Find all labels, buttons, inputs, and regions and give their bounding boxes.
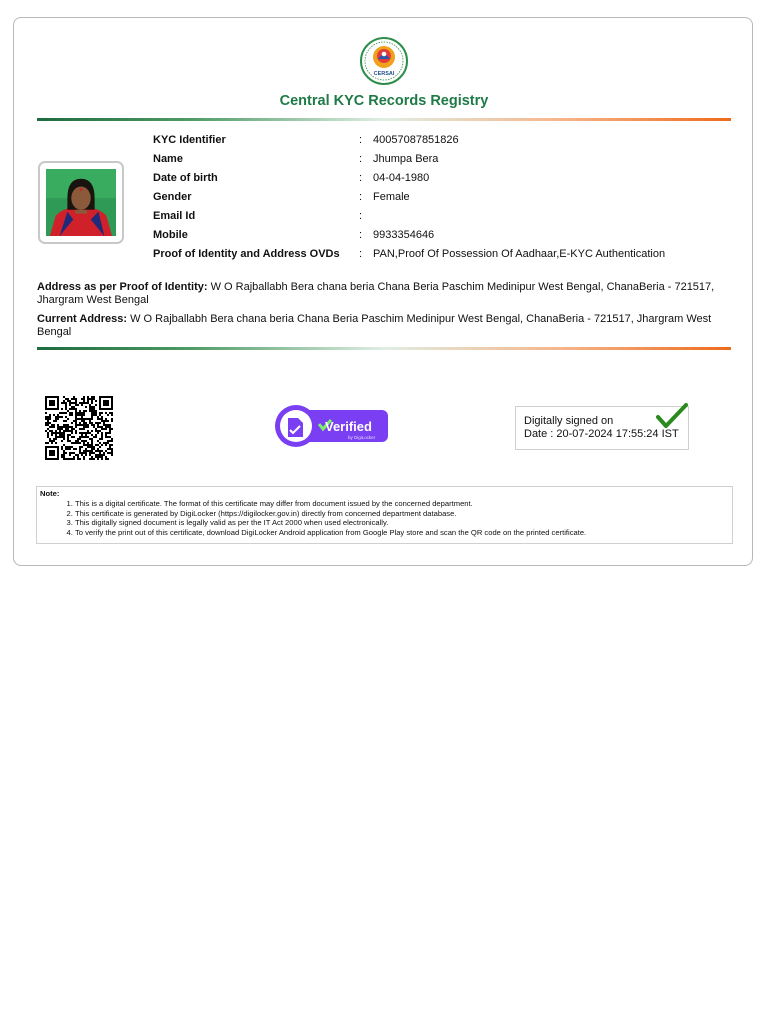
notes-box <box>36 486 733 544</box>
separator: : <box>359 134 363 146</box>
gender-value: Female <box>373 191 410 203</box>
separator: : <box>359 248 363 260</box>
footer-divider <box>37 347 731 350</box>
svg-text:by DigiLocker: by DigiLocker <box>348 435 376 440</box>
page-title: Central KYC Records Registry <box>279 93 489 109</box>
separator: : <box>359 210 363 222</box>
gender-label: Gender <box>153 191 192 203</box>
notes-heading: Note: <box>40 489 60 498</box>
cersai-logo-icon <box>360 37 408 85</box>
checkmark-icon <box>655 402 689 430</box>
kyc-identifier-label: KYC Identifier <box>153 134 226 146</box>
separator: : <box>359 172 363 184</box>
poi-address-value: W O Rajballabh Bera chana beria Chana Beria Paschim Medinipur West Bengal, ChanaBeria - 721517, Jhargram West Bengal <box>37 281 715 306</box>
current-address-value: W O Rajballabh Bera chana beria Chana Beria Paschim Medinipur West Bengal, ChanaBeria - 721517, Jhargram West Bengal <box>37 313 712 338</box>
ovd-value: PAN,Proof Of Possession Of Aadhaar,E-KYC Authentication <box>373 248 666 260</box>
mobile-label: Mobile <box>153 229 188 241</box>
note-item: 3. This digitally signed document is legally valid as per the IT Act 2000 when used electronically. <box>75 518 586 528</box>
qr-code-icon[interactable] <box>45 396 113 460</box>
email-label: Email Id <box>153 210 196 222</box>
separator: : <box>359 191 363 203</box>
current-address-label: Current Address: <box>37 313 128 325</box>
mobile-value: 9933354646 <box>373 229 435 241</box>
svg-text:Verified: Verified <box>325 419 372 434</box>
ovd-label: Proof of Identity and Address OVDs <box>153 248 340 260</box>
separator: : <box>359 229 363 241</box>
current-address <box>37 313 737 339</box>
person-photo-icon <box>46 169 116 236</box>
notes-list <box>69 499 586 537</box>
note-item: 4. To verify the print out of this certificate, download DigiLocker Android application from Google Play store and scan the QR code on the printed certificate. <box>75 528 586 538</box>
svg-text:CERSAI: CERSAI <box>373 71 395 77</box>
poi-address-label: Address as per Proof of Identity: <box>37 281 208 293</box>
signed-date: Date : 20-07-2024 17:55:24 IST <box>524 428 679 440</box>
name-label: Name <box>153 153 183 165</box>
dob-label: Date of birth <box>153 172 218 184</box>
poi-address <box>37 281 737 307</box>
signed-on-label: Digitally signed on <box>524 415 614 427</box>
header-divider <box>37 118 731 121</box>
profile-photo <box>38 161 124 244</box>
separator: : <box>359 153 363 165</box>
note-item: 1. This is a digital certificate. The format of this certificate may differ from document issued by the concerned department. <box>75 499 586 509</box>
digilocker-verified-badge <box>274 404 390 448</box>
kyc-identifier-value: 40057087851826 <box>373 134 459 146</box>
name-value: Jhumpa Bera <box>373 153 439 165</box>
dob-value: 04-04-1980 <box>373 172 430 184</box>
digital-signature-box <box>515 406 689 450</box>
note-item: 2. This certificate is generated by DigiLocker (https://digilocker.gov.in) directly from concerned department database. <box>75 509 586 519</box>
